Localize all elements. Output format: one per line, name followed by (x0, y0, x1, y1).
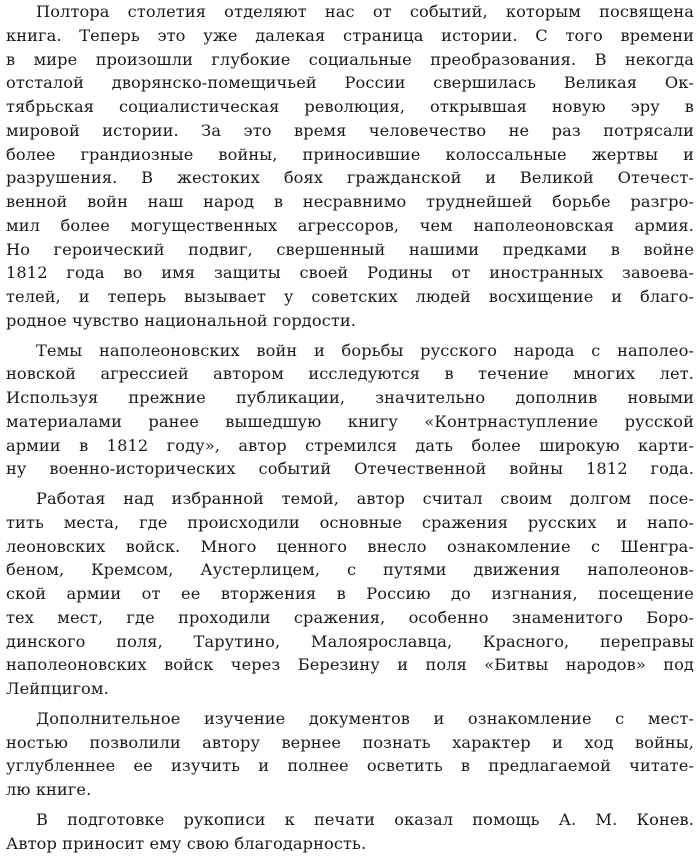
paragraph-3 (6, 487, 694, 701)
paragraph-1 (6, 0, 694, 333)
paragraph-4 (6, 707, 694, 802)
text-line: отсталой дворянско-помещичьей России свершилась Великая Ок- (6, 73, 694, 93)
text-line: Работая над избранной темой, автор считал своим долгом посе- (36, 489, 694, 508)
text-line: ну военно-исторических событий Отечественной войны 1812 года. (6, 459, 694, 479)
text-line: тех мест, где проходили сражения, особенно знаменитого Боро- (6, 607, 694, 627)
text-line: беном, Кремсом, Аустерлицем, с путями движения наполеонов- (6, 560, 694, 580)
paragraph-2 (6, 339, 694, 482)
text-line: венной войн наш народ в несравнимо труднейшей борьбе разгро- (6, 192, 694, 211)
text-line: Лейпцигом. (6, 679, 109, 698)
text-line: мировой истории. За это время человечество не раз потрясали (6, 120, 694, 140)
text-line: углубленнее ее изучить и полнее осветить в предлагаемой читате- (6, 756, 694, 776)
text-line: материалами ранее вышедшую книгу «Контрнаступление русской (6, 411, 694, 431)
text-line: Используя прежние публикации, значительно дополнив новыми (6, 388, 694, 407)
text-line: ской армии от ее вторжения в Россию до изгнания, посещение (6, 584, 694, 603)
text-line: ностью позволили автору вернее познать характер и ход войны, (6, 732, 694, 752)
text-line: 1812 года во имя защиты своей Родины от иностранных завоева- (6, 263, 694, 283)
text-line: Но героический подвиг, свершенный нашими предками в войне (6, 239, 694, 259)
text-line: динского поля, Тарутино, Малоярославца, Красного, переправы (6, 631, 694, 651)
document-page (6, 0, 694, 861)
text-line: телей, и теперь вызывает у советских людей восхищение и благо- (6, 287, 694, 306)
text-line: Полтора столетия отделяют нас от событий, которым посвящена (36, 2, 694, 21)
text-line: Темы наполеоновских войн и борьбы русского народа с наполео- (36, 340, 694, 360)
text-line: тить места, где происходили основные сражения русских и напо- (6, 512, 694, 532)
text-line: родное чувство национальной гордости. (6, 310, 357, 330)
text-line: наполеоновских войск через Березину и поля «Битвы народов» под (6, 655, 694, 675)
text-line: книга. Теперь это уже далекая страница истории. С того времени (6, 25, 694, 45)
text-line: лю книге. (6, 780, 92, 799)
text-line: армии в 1812 году», автор стремился дать более широкую карти- (6, 435, 694, 455)
text-line: Автор приносит ему свою благодарность. (6, 833, 367, 853)
text-line: Дополнительное изучение документов и ознакомление с мест- (36, 708, 694, 728)
text-line: леоновских войск. Много ценного внесло ознакомление с Шенгра- (6, 536, 694, 556)
text-line: более грандиозные войны, приносившие колоссальные жертвы и (6, 144, 694, 164)
text-line: В подготовке рукописи к печати оказал помощь А. М. Конев. (36, 809, 694, 829)
text-line: разрушения. В жестоких боях гражданской и Великой Отечест- (6, 168, 694, 188)
text-line: тябрьская социалистическая революция, открывшая новую эру в (6, 97, 694, 116)
text-line: новской агрессией автором исследуются в течение многих лет. (6, 364, 694, 384)
text-line: мил более могущественных агрессоров, чем наполеоновская армия. (6, 215, 694, 235)
text-line: в мире произошли глубокие социальные преобразования. В некогда (6, 49, 694, 69)
paragraph-5 (6, 808, 694, 856)
